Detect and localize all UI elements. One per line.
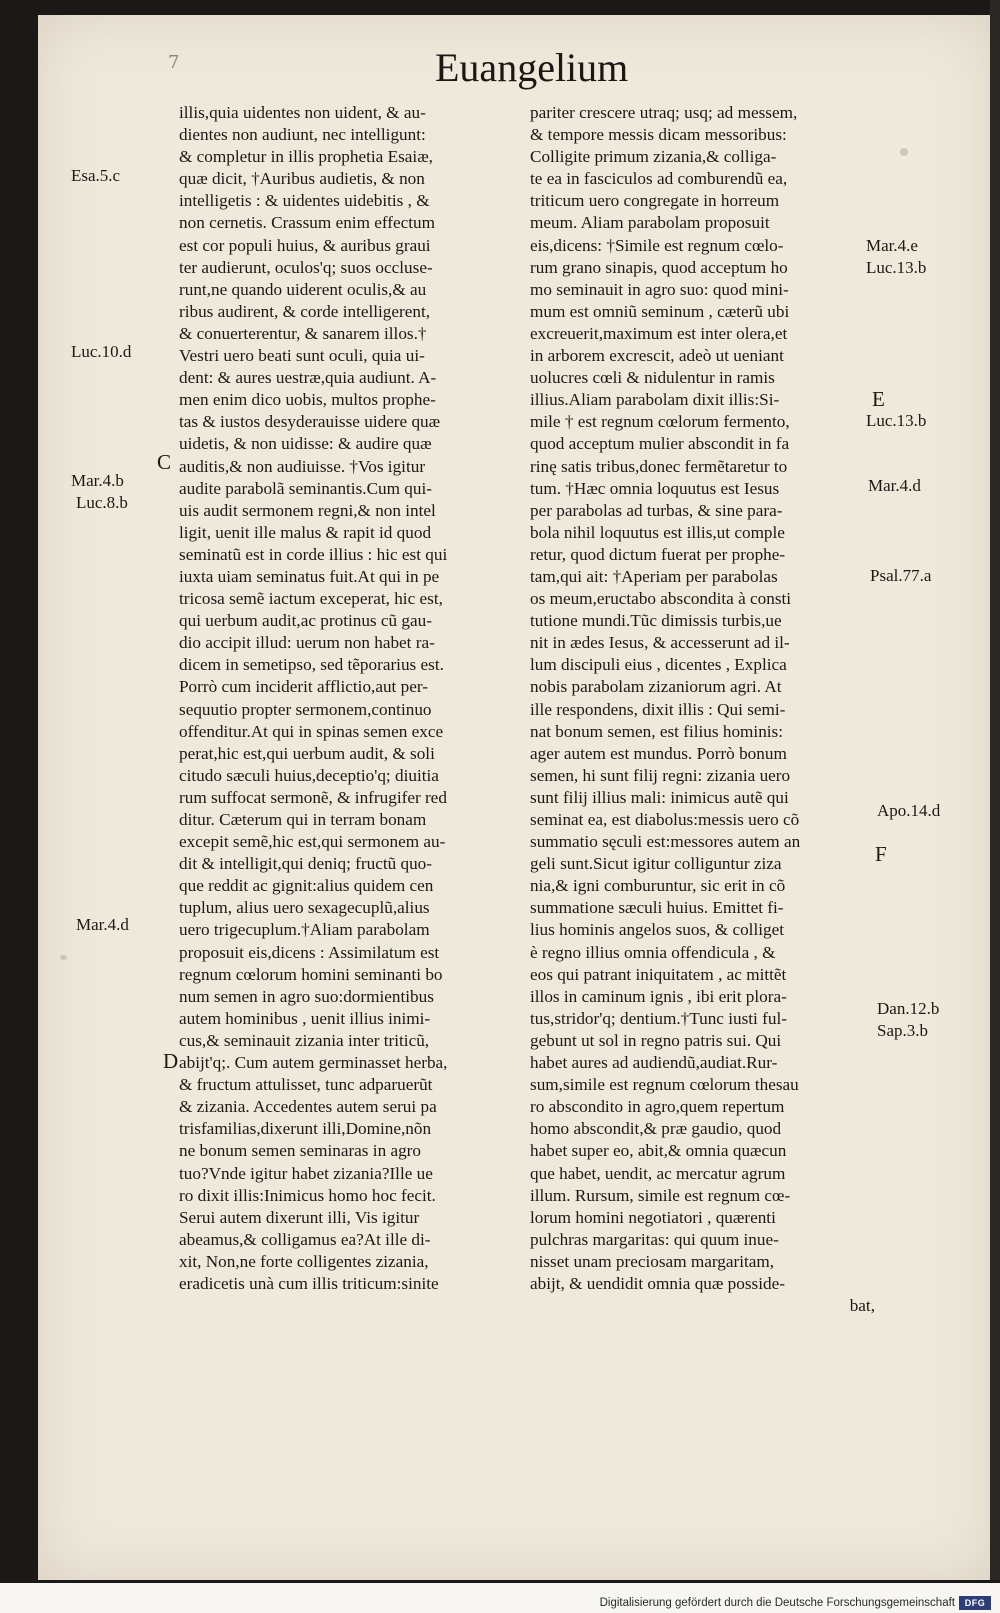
right-text-column bbox=[530, 102, 875, 1317]
text-line: uolucres cœli & nidulentur in ramis bbox=[530, 368, 775, 388]
text-line: dio accipit illud: uerum non habet ra- bbox=[179, 633, 435, 653]
text-line: Vestri uero beati sunt oculi, quia ui- bbox=[179, 346, 425, 366]
text-line: & completur in illis prophetia Esaiæ, bbox=[179, 147, 433, 167]
text-line: sequutio propter sermonem,continuo bbox=[179, 699, 432, 719]
text-line: que habet, uendit, ac mercatur agrum bbox=[530, 1163, 786, 1183]
text-line: pariter crescere utraq; usq; ad messem, bbox=[530, 103, 798, 122]
text-line: abijt'q;. Cum autem germinasset herba, bbox=[179, 1053, 448, 1073]
text-line: per parabolas ad turbas, & sine para- bbox=[530, 500, 783, 520]
margin-reference: Luc.10.d bbox=[71, 342, 132, 361]
margin-reference: Apo.14.d bbox=[877, 801, 941, 820]
text-line: nit in ædes Iesus, & accesserunt ad il- bbox=[530, 633, 790, 653]
text-line: nisset unam preciosam margaritam, bbox=[530, 1251, 775, 1271]
text-line: ille respondens, dixit illis : Qui semi- bbox=[530, 699, 786, 719]
text-line: rum suffocat sermonẽ, & infrugifer red bbox=[179, 787, 447, 807]
text-line: mum est omniũ seminum , cæterũ ubi bbox=[530, 301, 790, 321]
text-line: & tempore messis dicam messoribus: bbox=[530, 125, 787, 145]
text-line: cus,& seminauit zizania inter triticũ, bbox=[179, 1030, 430, 1050]
text-line: eradicetis unà cum illis triticum:sinite bbox=[179, 1273, 439, 1293]
page-running-title: Euangelium bbox=[435, 45, 629, 90]
text-line: illius.Aliam parabolam dixit illis:Si- bbox=[530, 390, 780, 410]
text-line: non cernetis. Crassum enim effectum bbox=[179, 213, 435, 233]
dfg-logo: DFG bbox=[959, 1596, 991, 1610]
paper-stain bbox=[60, 955, 67, 960]
text-line: lius hominis angelos suos, & colliget bbox=[530, 920, 784, 940]
text-line: summatione sæculi huius. Emittet fi- bbox=[530, 898, 784, 918]
margin-reference: Psal.77.a bbox=[870, 566, 932, 585]
text-line: nat bonum semen, est filius hominis: bbox=[530, 721, 784, 741]
text-line: nobis parabolam zizaniorum agri. At bbox=[530, 677, 782, 697]
text-line: qui uerbum audit,ac protinus cũ gau- bbox=[179, 611, 432, 631]
text-line: bola nihil loquutus est illis,ut comple bbox=[530, 522, 785, 542]
text-line: illos in caminum ignis , ibi erit plora- bbox=[530, 986, 787, 1006]
text-line: auditis,& non audiuisse. †Vos igitur bbox=[179, 456, 426, 476]
text-line: excepit semẽ,hic est,qui sermonem au- bbox=[179, 832, 446, 852]
text-line: xit, Non,ne forte colligentes zizania, bbox=[179, 1251, 429, 1271]
text-line: tuplum, alius uero sexagecuplũ,alius bbox=[179, 898, 430, 918]
text-line: tutione mundi.Tũc dimissis turbis,ue bbox=[530, 611, 782, 631]
text-line: & fructum attulisset, tunc adparuerũt bbox=[179, 1075, 433, 1095]
text-line: quæ dicit, †Auribus audietis, & non bbox=[179, 169, 425, 189]
text-line: audite parabolã seminantis.Cum qui- bbox=[179, 478, 432, 498]
text-line: nia,& igni comburuntur, sic erit in cõ bbox=[530, 876, 786, 896]
text-line: homo abscondit,& præ gaudio, quod bbox=[530, 1119, 782, 1139]
text-line: abijt, & uendidit omnia quæ posside- bbox=[530, 1273, 785, 1293]
text-line: iuxta uiam seminatus fuit.At qui in pe bbox=[179, 566, 440, 586]
text-line: habet super eo, abit,& omnia quæcun bbox=[530, 1141, 787, 1161]
text-line: autem hominibus , uenit illius inimi- bbox=[179, 1008, 431, 1028]
text-line: men enim dico uobis, multos prophe- bbox=[179, 390, 436, 410]
margin-reference: Luc.13.b bbox=[866, 258, 927, 277]
text-line: est cor populi huius, & auribus graui bbox=[179, 235, 431, 255]
text-line: uis audit sermonem regni,& non intel bbox=[179, 500, 436, 520]
text-line: Serui autem dixerunt illi, Vis igitur bbox=[179, 1207, 420, 1227]
text-line: que reddit ac gignit:alius quidem cen bbox=[179, 876, 434, 896]
page-edge-shadow bbox=[990, 0, 1000, 1580]
text-line: pulchras margaritas: qui quum inue- bbox=[530, 1229, 779, 1249]
text-line: lorum homini negotiatori , quærenti bbox=[530, 1207, 776, 1227]
text-line: perat,hic est,qui uerbum audit, & soli bbox=[179, 743, 435, 763]
bleed-through-mark: 7 bbox=[168, 52, 180, 73]
section-letter: F bbox=[875, 842, 887, 866]
text-line: tus,stridor'q; dentium.†Tunc iusti ful- bbox=[530, 1008, 787, 1028]
text-line: bat, bbox=[849, 1296, 875, 1316]
section-letter: C bbox=[157, 450, 172, 474]
text-line: gebunt ut sol in regno patris sui. Qui bbox=[530, 1030, 782, 1050]
margin-reference: Mar.4.d bbox=[76, 915, 129, 934]
margin-reference: Dan.12.b bbox=[877, 999, 940, 1018]
text-line: eos qui patrant iniquitatem , ac mittẽt bbox=[530, 964, 787, 984]
text-line: ligit, uenit ille malus & rapit id quod bbox=[179, 522, 432, 542]
text-line: offenditur.At qui in spinas semen exce bbox=[179, 721, 444, 741]
text-line: lum discipuli eius , dicentes , Explica bbox=[530, 655, 787, 675]
text-line: quod acceptum mulier abscondit in fa bbox=[530, 434, 790, 454]
text-line: mile † est regnum cœlorum fermento, bbox=[530, 412, 790, 432]
margin-reference: Luc.8.b bbox=[76, 493, 128, 512]
text-line: mo seminauit in agro suo: quod mini- bbox=[530, 279, 789, 299]
text-line: semen, hi sunt filij regni: zizania uero bbox=[530, 765, 791, 785]
text-line: os meum,eructabo abscondita à consti bbox=[530, 589, 792, 609]
margin-reference: Mar.4.b bbox=[71, 471, 124, 490]
text-line: tricosa semẽ iactum exceperat, hic est, bbox=[179, 589, 443, 609]
text-line: citudo sæculi huius,deceptio'q; diuitia bbox=[179, 765, 439, 785]
margin-reference: Sap.3.b bbox=[877, 1021, 928, 1040]
text-line: & zizania. Accedentes autem serui pa bbox=[179, 1097, 437, 1117]
text-line: in arborem excrescit, adeò ut ueniant bbox=[530, 346, 784, 366]
text-line: regnum cœlorum homini seminanti bo bbox=[179, 964, 443, 984]
text-line: excreuerit,maximum est inter olera,et bbox=[530, 323, 788, 343]
text-line: runt,ne quando uiderent oculis,& au bbox=[179, 279, 427, 299]
text-line: seminat ea, est diabolus:messis uero cõ bbox=[530, 810, 800, 829]
text-line: dent: & aures uestræ,quia audiunt. A- bbox=[179, 368, 437, 388]
text-line: rinę satis tribus,donec fermẽtaretur to bbox=[530, 456, 788, 476]
text-line: illum. Rursum, simile est regnum cœ- bbox=[530, 1185, 791, 1205]
text-line: ro abscondito in agro,quem repertum bbox=[530, 1097, 785, 1117]
text-line: Porrò cum inciderit afflictio,aut per- bbox=[179, 677, 428, 697]
text-line: tuo?Vnde igitur habet zizania?Ille ue bbox=[179, 1163, 433, 1183]
text-line: eis,dicens: †Simile est regnum cœlo- bbox=[530, 235, 784, 255]
text-line: tum. †Hæc omnia loquutus est Iesus bbox=[530, 478, 780, 498]
text-line: intelligetis : & uidentes uidebitis , & bbox=[179, 191, 430, 211]
text-line: geli sunt.Sicut igitur colliguntur ziza bbox=[530, 854, 782, 874]
text-line: abeamus,& colligamus ea?At ille di- bbox=[179, 1229, 431, 1249]
text-line: habet aures ad audiendũ,audiat.Rur- bbox=[530, 1053, 778, 1073]
text-line: ro dixit illis:Inimicus homo hoc fecit. bbox=[179, 1185, 436, 1205]
paper-stain bbox=[900, 148, 908, 156]
section-letter: E bbox=[872, 387, 885, 411]
text-line: rum grano sinapis, quod acceptum ho bbox=[530, 257, 788, 277]
text-line: ter audierunt, oculos'q; suos occluse- bbox=[179, 257, 433, 277]
text-line: dit & intelligit,qui deniq; fructũ quo- bbox=[179, 854, 433, 874]
text-line: proposuit eis,dicens : Assimilatum est bbox=[179, 942, 440, 962]
text-line: meum. Aliam parabolam proposuit bbox=[530, 213, 770, 233]
text-line: retur, quod dictum fuerat per prophe- bbox=[530, 544, 786, 564]
text-line: ribus audirent, & corde intelligerent, bbox=[179, 301, 431, 321]
left-text-column bbox=[179, 102, 521, 1295]
text-line: te ea in fasciculos ad comburendũ ea, bbox=[530, 169, 788, 189]
text-line: sum,simile est regnum cœlorum thesau bbox=[530, 1075, 799, 1095]
text-line: sunt filij illius mali: inimicus autẽ qui bbox=[530, 787, 789, 807]
text-line: ager autem est mundus. Porrò bonum bbox=[530, 743, 787, 763]
margin-reference: Esa.5.c bbox=[71, 166, 121, 185]
text-line: dicem in semetipso, sed tẽporarius est. bbox=[179, 655, 444, 675]
text-line: tam,qui ait: †Aperiam per parabolas bbox=[530, 566, 778, 586]
section-letter: D bbox=[163, 1049, 179, 1073]
margin-reference: Mar.4.d bbox=[868, 476, 921, 495]
text-line: seminatũ est in corde illius : hic est qui bbox=[179, 544, 448, 564]
text-line: uidetis, & non uidisse: & audire quæ bbox=[179, 434, 432, 454]
text-line: dientes non audiunt, nec intelligunt: bbox=[179, 125, 426, 145]
text-line: trisfamilias,dixerunt illi,Domine,nõn bbox=[179, 1119, 432, 1139]
text-line: ne bonum semen seminaras in agro bbox=[179, 1141, 421, 1161]
text-line: num semen in agro suo:dormientibus bbox=[179, 986, 434, 1006]
margin-reference: Luc.13.b bbox=[866, 411, 927, 430]
text-line: uero trigecuplum.†Aliam parabolam bbox=[179, 920, 430, 940]
text-line: illis,quia uidentes non uident, & au- bbox=[179, 103, 426, 122]
footer-credit: Digitalisierung gefördert durch die Deutsche Forschungsgemeinschaft bbox=[599, 1597, 955, 1609]
text-line: Colligite primum zizania,& colliga- bbox=[530, 147, 777, 167]
margin-reference: Mar.4.e bbox=[866, 236, 918, 255]
text-line: & conuerterentur, & sanarem illos.† bbox=[179, 323, 427, 343]
text-line: è regno illius omnia offendicula , & bbox=[530, 942, 776, 962]
text-line: ditur. Cæterum qui in terram bonam bbox=[179, 810, 427, 829]
text-line: triticum uero congregate in horreum bbox=[530, 191, 780, 211]
text-line: summatio sęculi est:messores autem an bbox=[530, 832, 801, 852]
text-line: tas & iustos desyderauisse uidere quæ bbox=[179, 412, 441, 432]
